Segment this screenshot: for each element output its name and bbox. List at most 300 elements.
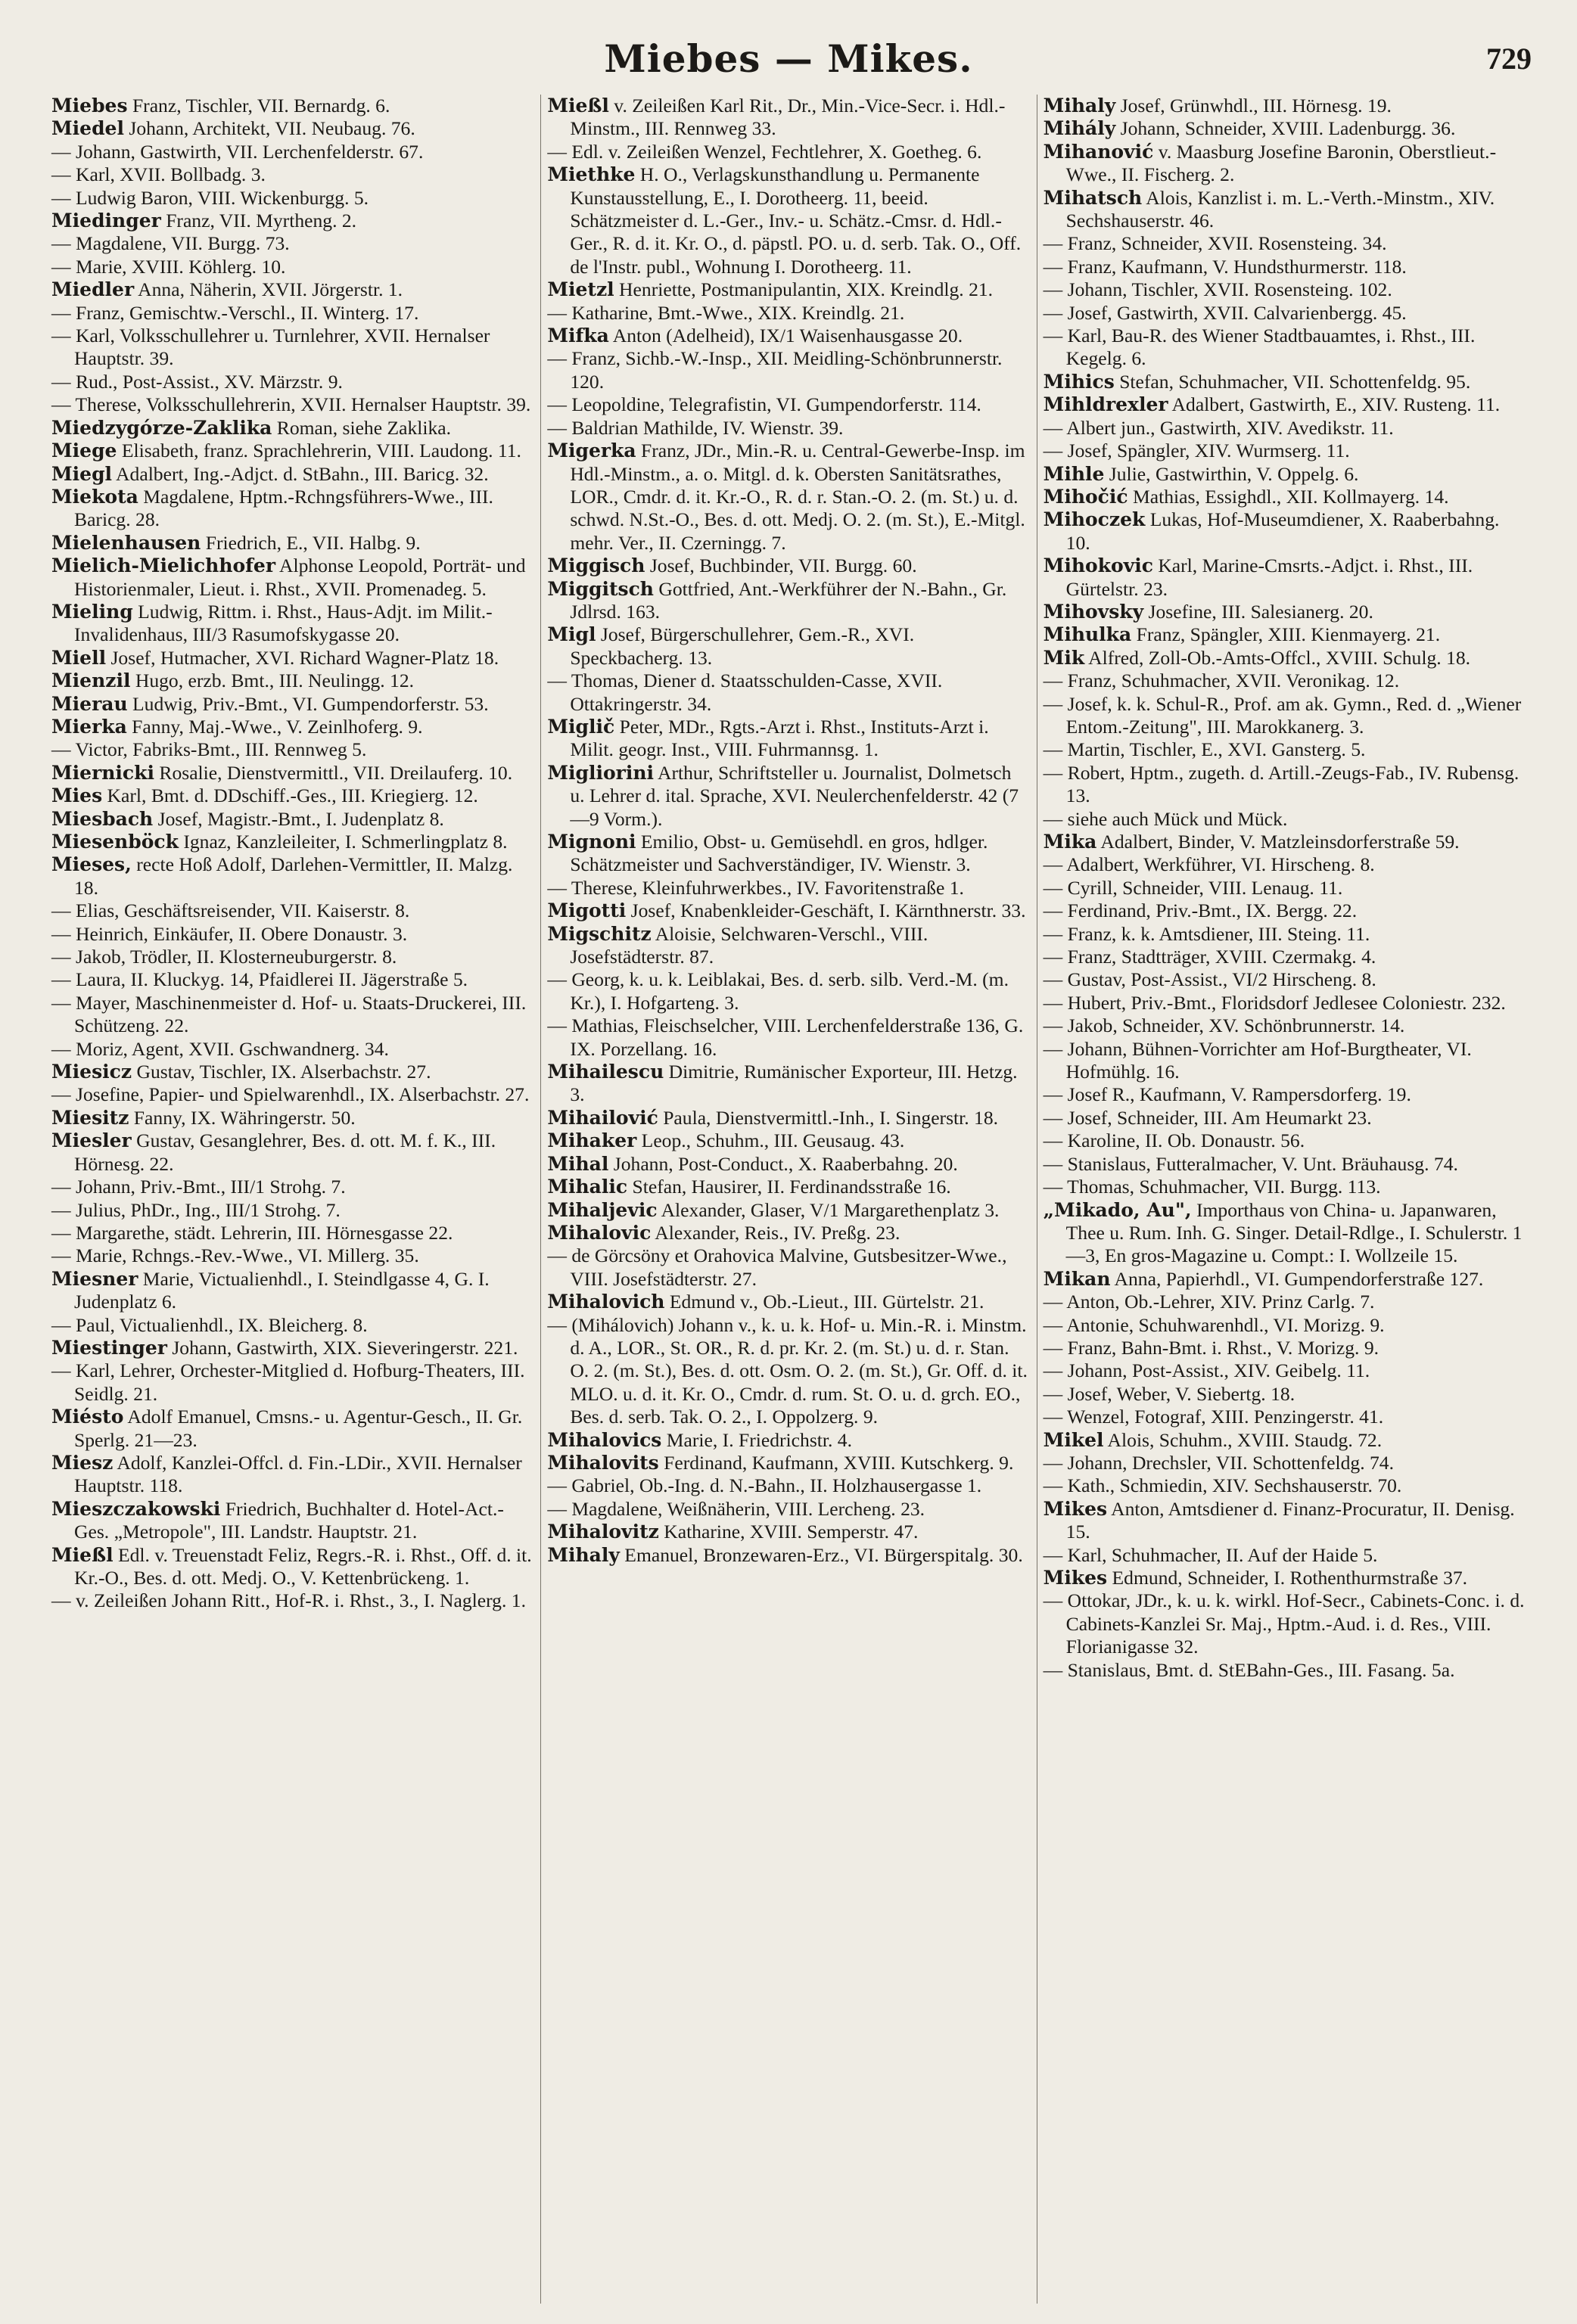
directory-entry [1044, 141, 1526, 187]
entry-details: Edmund v., Ob.-Lieut., III. Gürtelstr. 21. [664, 1291, 984, 1313]
entry-surname: Mihailescu [547, 1061, 664, 1083]
entry-details: Anton, Amtsdiener d. Finanz-Procuratur, II. Denisg. 15. [1065, 1497, 1515, 1543]
entry-details: Ludwig, Priv.-Bmt., VI. Gumpendorferstr. 53. [127, 692, 489, 715]
directory-entry [1044, 371, 1526, 393]
entry-surname: Mihle [1043, 462, 1105, 485]
entry-surname: Mies [51, 785, 103, 807]
entry-details: — Stanislaus, Futteralmacher, V. Unt. Bräuhausg. 74. [1043, 1152, 1458, 1175]
directory-entry [51, 486, 534, 532]
directory-entry [1044, 325, 1526, 371]
directory-entry [547, 440, 1030, 555]
entry-details: — Franz, Sichb.-W.-Insp., XII. Meidling-Schönbrunnerstr. 120. [547, 347, 1003, 393]
directory-entry [547, 1429, 1030, 1452]
page-number: 729 [1486, 42, 1532, 76]
directory-entry [51, 1038, 534, 1061]
entry-details: — Therese, Kleinfuhrwerkbes., IV. Favoritenstraße 1. [547, 876, 964, 899]
entry-details: Adalbert, Ing.-Adjct. d. StBahn., III. Baricg. 32. [112, 462, 489, 485]
directory-entry [1044, 1014, 1526, 1037]
entry-details: — siehe auch Mück und Mück. [1043, 807, 1288, 830]
directory-entry [547, 163, 1030, 278]
entry-details: Stefan, Schuhmacher, VII. Schottenfeldg. 95. [1114, 370, 1471, 393]
directory-entry [1044, 670, 1526, 692]
entry-details: Edl. v. Treuenstadt Feliz, Regrs.-R. i. Rhst., Off. d. it. Kr.-O., Bes. d. ott. Medj. O., V. Kettenbrückeng. 1. [74, 1543, 532, 1589]
directory-entry [547, 716, 1030, 762]
entry-details: — Victor, Fabriks-Bmt., III. Rennweg 5. [51, 738, 367, 761]
entry-surname: Miesz [51, 1451, 114, 1474]
directory-entry [51, 1314, 534, 1337]
entry-details: Mathias, Essighdl., XII. Kollmayerg. 14. [1128, 485, 1449, 508]
entry-surname: Miggitsch [547, 577, 654, 600]
directory-entry [51, 163, 534, 186]
entry-surname: Mihály [1043, 117, 1116, 140]
columns [45, 95, 1532, 2304]
entry-details: — Albert jun., Gastwirth, XIV. Avedikstr. 11. [1043, 416, 1394, 439]
entry-details: Josef, Magistr.-Bmt., I. Judenplatz 8. [153, 807, 444, 830]
column-3 [1037, 95, 1532, 2304]
directory-entry [51, 393, 534, 416]
entry-details: — Mathias, Fleischselcher, VIII. Lerchenfelderstraße 136, G. IX. Porzellang. 16. [547, 1014, 1024, 1060]
entry-surname: Miestinger [51, 1336, 167, 1359]
directory-entry [1044, 601, 1526, 623]
directory-entry [1044, 1498, 1526, 1544]
directory-entry [547, 141, 1030, 163]
entry-details: — Jakob, Trödler, II. Klosterneuburgerstr. 8. [51, 946, 397, 968]
directory-entry [1044, 278, 1526, 301]
entry-surname: Mierau [51, 692, 128, 715]
entry-details: Josef, Knabenkleider-Geschäft, I. Kärnthnerstr. 33. [626, 899, 1026, 922]
entry-details: — Karl, Schuhmacher, II. Auf der Haide 5. [1043, 1543, 1378, 1566]
entry-surname: Mihaljevic [547, 1198, 658, 1221]
directory-entry [51, 302, 534, 325]
entry-surname: Mikel [1043, 1428, 1104, 1451]
directory-entry [1044, 946, 1526, 968]
directory-entry [547, 1014, 1030, 1061]
directory-entry [1044, 1406, 1526, 1428]
entry-details: — Leopoldine, Telegrafistin, VI. Gumpendorferstr. 114. [547, 393, 981, 416]
directory-entry [547, 1314, 1030, 1429]
entry-details: — Franz, Stadtträger, XVIII. Czermakg. 4. [1043, 946, 1376, 968]
entry-details: — Franz, k. k. Amtsdiener, III. Steing. 11. [1043, 922, 1370, 945]
entry-details: — Franz, Bahn-Bmt. i. Rhst., V. Morizg. 9. [1043, 1336, 1379, 1359]
entry-details: — Hubert, Priv.-Bmt., Floridsdorf Jedlesee Coloniestr. 232. [1043, 991, 1506, 1014]
directory-entry [1044, 1083, 1526, 1106]
entry-details: — Josef, Spängler, XIV. Wurmserg. 11. [1043, 440, 1350, 462]
entry-surname: Mihailović [547, 1106, 658, 1129]
entry-details: — de Görcsöny et Orahovica Malvine, Gutsbesitzer-Wwe., VIII. Josefstädterstr. 27. [547, 1244, 1007, 1290]
entry-details: — Josef, Weber, V. Siebertg. 18. [1043, 1382, 1296, 1405]
entry-surname: Mihaly [547, 1543, 620, 1566]
directory-entry [51, 693, 534, 716]
entry-details: — Josef, Gastwirth, XVII. Calvarienbergg. 45. [1043, 301, 1407, 324]
directory-entry [547, 325, 1030, 347]
entry-details: Franz, VII. Myrtheng. 2. [160, 210, 357, 232]
entry-details: Emilio, Obst- u. Gemüsehdl. en gros, hdlger. Schätzmeister und Sachverständiger, IV. Wienstr. 3. [570, 831, 988, 876]
directory-entry [547, 670, 1030, 716]
entry-details: Henriette, Postmanipulantin, XIX. Kreindlg. 21. [614, 278, 994, 301]
entry-details: — Thomas, Diener d. Staatsschulden-Casse, XVII. Ottakringerstr. 34. [547, 670, 943, 715]
entry-surname: Mihics [1043, 370, 1115, 393]
entry-details: — Josef, k. k. Schul-R., Prof. am ak. Gymn., Red. d. „Wiener Entom.-Zeitung", III. Marokkanerg. 3. [1043, 692, 1522, 738]
directory-entry [547, 1222, 1030, 1244]
directory-entry [51, 647, 534, 670]
entry-details: Johann, Gastwirth, XIX. Sieveringerstr. 221. [166, 1336, 518, 1359]
directory-entry [547, 1129, 1030, 1152]
directory-entry [51, 256, 534, 278]
directory-entry [1044, 1567, 1526, 1589]
entry-details: — Magdalene, Weißnäherin, VIII. Lercheng. 23. [547, 1497, 925, 1520]
entry-surname: Miesler [51, 1129, 132, 1152]
directory-entry [51, 532, 534, 555]
entry-details: Magdalene, Hptm.-Rchngsführers-Wwe., III. Baricg. 28. [74, 485, 493, 531]
entry-surname: Mikes [1043, 1567, 1108, 1589]
directory-entry [1044, 393, 1526, 416]
directory-entry [51, 1544, 534, 1590]
entry-surname: Mihoczek [1043, 508, 1146, 531]
entry-details: Alois, Schuhm., XVIII. Staudg. 72. [1103, 1428, 1383, 1451]
directory-entry [1044, 1268, 1526, 1291]
entry-surname: Mihanović [1043, 140, 1154, 163]
entry-details: — Moriz, Agent, XVII. Gschwandnerg. 34. [51, 1037, 389, 1060]
entry-details: — Johann, Drechsler, VII. Schottenfeldg. 74. [1043, 1451, 1395, 1474]
entry-surname: Miesbach [51, 807, 154, 830]
entry-surname: Mikan [1043, 1267, 1111, 1290]
directory-entry [51, 1589, 534, 1612]
entry-details: — Baldrian Mathilde, IV. Wienstr. 39. [547, 416, 844, 439]
entry-details: Karl, Bmt. d. DDschiff.-Ges., III. Kriegierg. 12. [102, 785, 478, 807]
entry-details: Alois, Kanzlist i. m. L.-Verth.-Minstm., XIV. Sechshauserstr. 46. [1065, 186, 1495, 232]
directory-entry [547, 1061, 1030, 1107]
entry-details: — Franz, Schneider, XVII. Rosensteing. 34. [1043, 232, 1387, 255]
entry-surname: Mihaly [1043, 95, 1116, 117]
entry-surname: Mihalovitz [547, 1521, 659, 1543]
entry-details: — Stanislaus, Bmt. d. StEBahn-Ges., III. Fasang. 5a. [1043, 1658, 1455, 1681]
entry-surname: Migschitz [547, 922, 652, 945]
entry-details: Julie, Gastwirthin, V. Oppelg. 6. [1104, 462, 1359, 485]
directory-entry [1044, 302, 1526, 325]
running-title: Miebes — Mikes. [604, 36, 973, 81]
entry-details: Anna, Papierhdl., VI. Gumpendorferstraße 127. [1110, 1267, 1484, 1290]
entry-surname: Mik [1043, 646, 1085, 669]
directory-entry [51, 1199, 534, 1222]
entry-details: Fanny, Maj.-Wwe., V. Zeinlhoferg. 9. [126, 715, 423, 738]
directory-entry [1044, 1153, 1526, 1176]
entry-details: Ferdinand, Kaufmann, XVIII. Kutschkerg. 9. [658, 1451, 1014, 1474]
entry-surname: Mignoni [547, 831, 636, 853]
entry-details: Stefan, Hausirer, II. Ferdinandsstraße 16. [627, 1176, 951, 1198]
directory-entry [1044, 808, 1526, 831]
entry-surname: Mihovsky [1043, 600, 1144, 623]
entry-details: Friedrich, E., VII. Halbg. 9. [201, 531, 421, 554]
entry-surname: Mihokovic [1043, 555, 1153, 577]
directory-entry [1044, 417, 1526, 440]
entry-details: — Adalbert, Werkführer, VI. Hirscheng. 8. [1043, 853, 1375, 876]
entry-details: Ludwig, Rittm. i. Rhst., Haus-Adjt. im Milit.-Invalidenhaus, III/3 Rasumofskygasse 20. [74, 600, 493, 646]
directory-entry [1044, 187, 1526, 233]
directory-entry [1044, 1452, 1526, 1474]
directory-entry [51, 808, 534, 831]
directory-entry [1044, 623, 1526, 646]
directory-entry [51, 831, 534, 853]
directory-entry [547, 923, 1030, 969]
entry-surname: Miedel [51, 117, 124, 140]
entry-details: Karl, Marine-Cmsrts.-Adjct. i. Rhst., III. Gürtelstr. 23. [1065, 555, 1473, 600]
directory-entry [547, 899, 1030, 922]
directory-entry [1044, 486, 1526, 508]
entry-surname: Miernicki [51, 761, 154, 784]
entry-surname: Migl [547, 623, 596, 646]
page-header [45, 36, 1532, 89]
entry-surname: Mieling [51, 600, 133, 623]
directory-entry [547, 1474, 1030, 1497]
directory-entry [547, 95, 1030, 141]
entry-surname: Mießl [547, 95, 609, 117]
directory-entry [547, 1176, 1030, 1198]
directory-entry [1044, 1314, 1526, 1337]
directory-entry [547, 302, 1030, 325]
entry-surname: Migotti [547, 899, 627, 922]
entry-details: — Antonie, Schuhwarenhdl., VI. Morizg. 9. [1043, 1313, 1385, 1336]
entry-details: — Josefine, Papier- und Spielwarenhdl., IX. Alserbachstr. 27. [51, 1083, 530, 1106]
entry-details: — Paul, Victualienhdl., IX. Bleicherg. 8. [51, 1313, 368, 1336]
entry-details: Emanuel, Bronzewaren-Erz., VI. Bürgerspitalg. 30. [619, 1543, 1023, 1566]
entry-details: Alexander, Reis., IV. Preßg. 23. [651, 1221, 900, 1244]
directory-entry [1044, 1589, 1526, 1658]
entry-details: — Anton, Ob.-Lehrer, XIV. Prinz Carlg. 7. [1043, 1291, 1375, 1313]
entry-surname: Miethke [547, 163, 636, 186]
entry-surname: Mihaker [547, 1129, 637, 1152]
directory-entry [1044, 555, 1526, 601]
directory-entry [1044, 1544, 1526, 1567]
entry-details: — (Mihálovich) Johann v., k. u. k. Hof- u. Min.-R. i. Minstm. d. A., LOR., St. OR., R. d. pr. Kr. 2. (m. St.) u. d. r. Stan. O. 2. (m. St.), Bes. d. ott. Osm. O. 2. (m. St.), Gr. Off. d. it. MLO. u. d. it. Kr. O., Cmdr. d. rum. St. O. u. d. grch. EO., Bes. d. serb. Tak. O. 2., I. Oppolzerg. 9. [547, 1313, 1028, 1428]
directory-entry [51, 555, 534, 601]
entry-details: Franz, JDr., Min.-R. u. Central-Gewerbe-Insp. im Hdl.-Minstm., a. o. Mitgl. d. k. Obersten Sanitätsrathes, LOR., Cmdr. d. it. Kr.-O., R. d. r. Stan.-O. 2. (m. St.) u. d. schwd. N.St.-O., Bes. d. ott. Medj. O. 2. (m. St.), E.-Mitgl. mehr. Ver., II. Czerningg. 7. [570, 440, 1025, 554]
entry-details: — Karl, Lehrer, Orchester-Mitglied d. Hofburg-Theaters, III. Seidlg. 21. [51, 1359, 525, 1405]
entry-details: — Marie, Rchngs.-Rev.-Wwe., VI. Millerg. 35. [51, 1244, 419, 1267]
directory-entry [547, 831, 1030, 877]
entry-details: — Ottokar, JDr., k. u. k. wirkl. Hof-Secr., Cabinets-Conc. i. d. Cabinets-Kanzlei Sr. Maj., Hptm.-Aud. i. d. Res., VIII. Florianigasse 32. [1043, 1589, 1525, 1658]
entry-surname: Mihalovic [547, 1221, 652, 1244]
directory-entry [51, 1083, 534, 1106]
directory-entry [1044, 1129, 1526, 1152]
entry-surname: Miege [51, 440, 117, 462]
directory-entry [51, 278, 534, 301]
entry-details: — Kath., Schmiedin, XIV. Sechshauserstr. 70. [1043, 1474, 1402, 1497]
entry-details: Edmund, Schneider, I. Rothenthurmstraße 37. [1107, 1567, 1468, 1589]
entry-surname: Miesenböck [51, 831, 179, 853]
directory-entry [547, 393, 1030, 416]
entry-details: Josefine, III. Salesianerg. 20. [1143, 600, 1373, 623]
directory-entry [547, 578, 1030, 624]
directory-entry [51, 762, 534, 785]
directory-entry [51, 853, 534, 899]
entry-surname: Miebes [51, 95, 128, 117]
entry-details: Importhaus von China- u. Japanwaren, Thee u. Rum. Inh. G. Singer. Detail-Rdlge., I. Schulerstr. 1—3, En gros-Magazine u. Compt.: I. Wollzeile 15. [1065, 1198, 1523, 1267]
entry-details: — Elias, Geschäftsreisender, VII. Kaiserstr. 8. [51, 899, 410, 922]
directory-entry [51, 1406, 534, 1452]
directory-entry [547, 1291, 1030, 1313]
directory-entry [1044, 968, 1526, 991]
directory-entry [51, 1452, 534, 1498]
entry-details: Adolf Emanuel, Cmsns.- u. Agentur-Gesch., II. Gr. Sperlg. 21—23. [74, 1406, 523, 1451]
entry-details: Paula, Dienstvermittl.-Inh., I. Singerstr. 18. [658, 1106, 999, 1129]
directory-entry [51, 187, 534, 210]
directory-entry [51, 946, 534, 968]
directory-entry [51, 325, 534, 371]
directory-entry [1044, 1038, 1526, 1084]
directory-entry [547, 1244, 1030, 1291]
entry-details: Marie, I. Friedrichstr. 4. [661, 1428, 852, 1451]
entry-surname: Mienzil [51, 670, 131, 692]
entry-surname: Miesicz [51, 1061, 132, 1083]
directory-entry [1044, 992, 1526, 1014]
entry-details: — Therese, Volksschullehrerin, XVII. Hernalser Hauptstr. 39. [51, 393, 531, 416]
entry-surname: Mihalovics [547, 1428, 662, 1451]
entry-details: v. Maasburg Josefine Baronin, Oberstlieut.-Wwe., II. Fischerg. 2. [1065, 140, 1497, 186]
directory-entry [547, 1521, 1030, 1543]
entry-details: Alfred, Zoll-Ob.-Amts-Offcl., XVIII. Schulg. 18. [1084, 646, 1471, 669]
directory-entry [51, 95, 534, 117]
entry-details: Adolf, Kanzlei-Offcl. d. Fin.-LDir., XVII. Hernalser Hauptstr. 118. [74, 1451, 522, 1497]
directory-entry [51, 992, 534, 1038]
directory-entry [547, 1153, 1030, 1176]
directory-entry [51, 1129, 534, 1176]
directory-entry [51, 738, 534, 761]
directory-entry [1044, 738, 1526, 761]
directory-entry [547, 762, 1030, 831]
entry-details: — Karoline, II. Ob. Donaustr. 56. [1043, 1129, 1305, 1152]
entry-surname: Migliorini [547, 761, 654, 784]
directory-entry [51, 1107, 534, 1129]
directory-entry [1044, 1659, 1526, 1682]
entry-details: Gustav, Tischler, IX. Alserbachstr. 27. [132, 1061, 431, 1083]
directory-entry [1044, 1199, 1526, 1268]
directory-entry [1044, 95, 1526, 117]
entry-details: — Heinrich, Einkäufer, II. Obere Donaustr. 3. [51, 922, 408, 945]
directory-entry [547, 877, 1030, 899]
directory-entry [51, 601, 534, 647]
entry-details: Alphonse Leopold, Porträt- und Historienmaler, Lieut. i. Rhst., XVII. Promenadeg. 5. [74, 555, 526, 600]
entry-details: — v. Zeileißen Johann Ritt., Hof-R. i. Rhst., 3., I. Naglerg. 1. [51, 1589, 526, 1612]
entry-details: — Franz, Kaufmann, V. Hundsthurmerstr. 118. [1043, 255, 1407, 278]
entry-details: Friedrich, Buchhalter d. Hotel-Act.-Ges. „Metropole", III. Landstr. Hauptstr. 21. [74, 1497, 504, 1543]
entry-details: Dimitrie, Rumänischer Exporteur, III. Hetzg. 3. [570, 1061, 1018, 1106]
directory-entry [51, 1176, 534, 1198]
entry-details: — Katharine, Bmt.-Wwe., XIX. Kreindlg. 21. [547, 301, 905, 324]
column-1 [45, 95, 540, 2304]
directory-entry [51, 1061, 534, 1083]
entry-surname: Mihldrexler [1043, 393, 1168, 416]
entry-details: — Laura, II. Kluckyg. 14, Pfaidlerei II. Jägerstraße 5. [51, 968, 468, 991]
directory-entry [547, 1107, 1030, 1129]
directory-entry [1044, 693, 1526, 739]
directory-entry [51, 1498, 534, 1544]
directory-entry [51, 785, 534, 807]
directory-entry [1044, 1291, 1526, 1313]
directory-entry [51, 141, 534, 163]
directory-entry [547, 1199, 1030, 1222]
entry-details: Alexander, Glaser, V/1 Margarethenplatz 3. [657, 1198, 1000, 1221]
entry-details: Gustav, Gesanglehrer, Bes. d. ott. M. f. K., III. Hörnesg. 22. [74, 1129, 496, 1175]
entry-surname: Migerka [547, 440, 636, 462]
directory-entry [1044, 853, 1526, 876]
entry-details: — Marie, XVIII. Köhlerg. 10. [51, 255, 286, 278]
directory-entry [547, 968, 1030, 1014]
entry-details: — Karl, Bau-R. des Wiener Stadtbauamtes, i. Rhst., III. Kegelg. 6. [1043, 325, 1476, 370]
entry-surname: Mieses, [51, 853, 132, 876]
entry-details: Johann, Post-Conduct., X. Raaberbahng. 20. [608, 1152, 958, 1175]
entry-surname: Mietzl [547, 278, 614, 301]
entry-details: recte Hoß Adolf, Darlehen-Vermittler, II. Malzg. 18. [74, 853, 513, 899]
entry-surname: Miedzygórze-Zaklika [51, 416, 272, 439]
entry-details: — Rud., Post-Assist., XV. Märzstr. 9. [51, 370, 343, 393]
entry-details: — Wenzel, Fotograf, XIII. Penzingerstr. 41. [1043, 1406, 1384, 1428]
entry-surname: Miésto [51, 1406, 124, 1428]
directory-entry [51, 1222, 534, 1244]
directory-entry [51, 232, 534, 255]
entry-details: — Franz, Gemischtw.-Verschl., II. Winterg. 17. [51, 301, 419, 324]
entry-surname: Miggisch [547, 555, 645, 577]
entry-surname: Mihočić [1043, 485, 1128, 508]
directory-entry [51, 417, 534, 440]
entry-surname: Mikes [1043, 1497, 1108, 1520]
entry-details: — Mayer, Maschinenmeister d. Hof- u. Staats-Druckerei, III. Schützeng. 22. [51, 991, 527, 1037]
entry-details: Ignaz, Kanzleileiter, I. Schmerlingplatz 8. [178, 831, 508, 853]
directory-entry [1044, 831, 1526, 853]
entry-surname: Mifka [547, 325, 609, 347]
directory-entry [547, 1452, 1030, 1474]
entry-details: Josef, Bürgerschullehrer, Gem.-R., XVI. Speckbacherg. 13. [570, 623, 915, 669]
directory-entry [1044, 1176, 1526, 1198]
entry-surname: Mihalovich [547, 1291, 665, 1313]
directory-entry [547, 417, 1030, 440]
entry-details: Franz, Spängler, XIII. Kienmayerg. 21. [1131, 623, 1441, 646]
entry-details: — Martin, Tischler, E., XVI. Gansterg. 5. [1043, 738, 1366, 761]
entry-details: Rosalie, Dienstvermittl., VII. Dreilauferg. 10. [154, 761, 513, 784]
directory-entry [1044, 1474, 1526, 1497]
entry-details: Josef, Grünwhdl., III. Hörnesg. 19. [1115, 95, 1392, 117]
entry-surname: Mieszczakowski [51, 1497, 221, 1520]
directory-entry [51, 210, 534, 232]
directory-entry [51, 371, 534, 393]
entry-surname: Miedinger [51, 210, 161, 232]
entry-details: Fanny, IX. Währingerstr. 50. [129, 1106, 356, 1129]
directory-entry [51, 716, 534, 738]
directory-entry [1044, 1337, 1526, 1359]
entry-details: Johann, Architekt, VII. Neubaug. 76. [123, 117, 415, 140]
column-2 [540, 95, 1036, 2304]
directory-entry [1044, 508, 1526, 555]
directory-entry [1044, 117, 1526, 140]
entry-details: — Ludwig Baron, VIII. Wickenburgg. 5. [51, 186, 369, 209]
entry-details: Marie, Victualienhdl., I. Steindlgasse 4, G. I. Judenplatz 6. [74, 1267, 490, 1313]
entry-details: Arthur, Schriftsteller u. Journalist, Dolmetsch u. Lehrer d. ital. Sprache, XVI. Neulerchenfelderstr. 42 (7—9 Vorm.). [570, 761, 1019, 830]
directory-entry [51, 670, 534, 692]
entry-details: — Johann, Gastwirth, VII. Lerchenfelderstr. 67. [51, 140, 424, 163]
entry-details: Katharine, XVIII. Semperstr. 47. [658, 1521, 919, 1543]
entry-details: Josef, Buchbinder, VII. Burgg. 60. [645, 555, 917, 577]
entry-details: — Franz, Schuhmacher, XVII. Veronikag. 12. [1043, 670, 1400, 692]
directory-entry [51, 1268, 534, 1314]
directory-entry [547, 555, 1030, 577]
entry-surname: Miell [51, 646, 107, 669]
entry-details: — Johann, Tischler, XVII. Rosensteing. 102. [1043, 278, 1392, 301]
entry-details: — Cyrill, Schneider, VIII. Lenaug. 11. [1043, 876, 1343, 899]
entry-details: — Julius, PhDr., Ing., III/1 Strohg. 7. [51, 1198, 341, 1221]
directory-entry [1044, 1383, 1526, 1406]
directory-entry [1044, 877, 1526, 899]
entry-surname: Mielich-Mielichhofer [51, 555, 275, 577]
directory-entry [1044, 899, 1526, 922]
